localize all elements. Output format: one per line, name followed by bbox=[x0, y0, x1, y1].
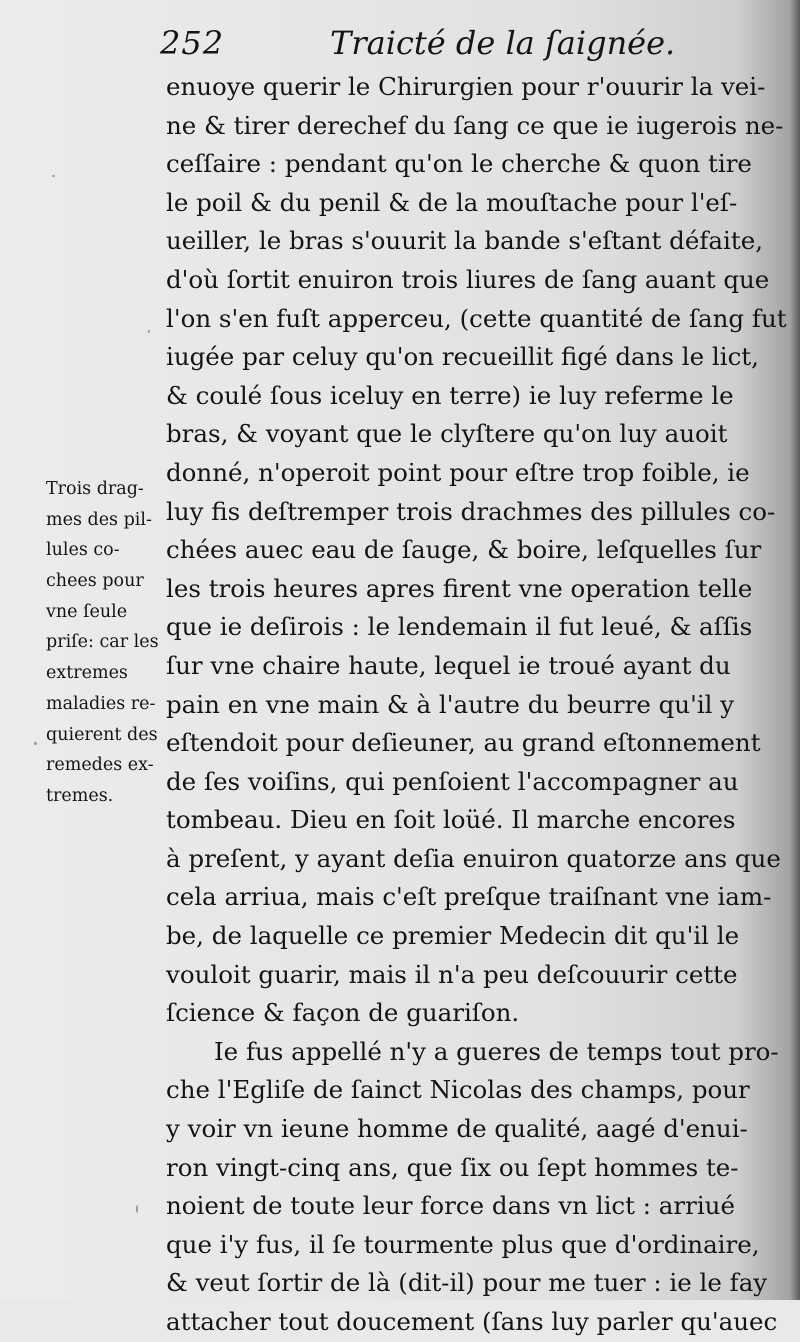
margin-note-line: lules co- bbox=[46, 540, 120, 561]
text-line: ſur vne chaire haute, lequel ie troué ayant du bbox=[166, 650, 731, 680]
ink-speck bbox=[136, 1205, 138, 1213]
text-line: iugée par celuy qu'on recueillit figé dans le lict, bbox=[166, 342, 759, 372]
page-header bbox=[160, 18, 760, 62]
text-line: eſtendoit pour deſieuner, au grand eſtonnement bbox=[166, 728, 761, 758]
text-line: chées auec eau de ſauge, & boire, leſquelles ſur bbox=[166, 535, 762, 565]
text-line: de ſes voiſins, qui penſoient l'accompagner au bbox=[166, 766, 739, 796]
text-line: donné, n'operoit point pour eſtre trop foible, ie bbox=[166, 457, 750, 487]
text-line: be, de laquelle ce premier Medecin dit qu'il le bbox=[166, 921, 740, 951]
text-line: enuoye querir le Chirurgien pour r'ouurir la vei- bbox=[166, 72, 766, 101]
margin-note-line: mes des pil- bbox=[46, 509, 152, 530]
margin-note-line: priſe: car les bbox=[46, 632, 159, 653]
text-line: che l'Egliſe de ſainct Nicolas des champs, pour bbox=[166, 1075, 750, 1105]
text-line: le poil & du penil & de la mouſtache pour l'eſ- bbox=[166, 187, 738, 217]
text-line: les trois heures apres firent vne operation telle bbox=[166, 573, 753, 603]
text-line: tombeau. Dieu en ſoit loüé. Il marche encores bbox=[166, 805, 736, 835]
text-line: & veut ſortir de là (dit-il) pour me tuer : ie le fay bbox=[166, 1268, 768, 1298]
show-through-left bbox=[44, 935, 164, 995]
margin-note-line: vne ſeule bbox=[46, 601, 128, 622]
margin-note-line: chees pour bbox=[46, 571, 144, 592]
running-title: Traicté de la ſaignée. bbox=[330, 24, 676, 62]
margin-note-line: maladies re- bbox=[46, 693, 156, 714]
ink-speck bbox=[52, 175, 55, 177]
margin-note-line: tremes. bbox=[46, 785, 114, 806]
text-line: que i'y fus, il ſe tourmente plus que d'ordinaire, bbox=[166, 1229, 760, 1259]
text-line: & coulé ſous iceluy en terre) ie luy referme le bbox=[166, 380, 734, 410]
ink-speck bbox=[34, 742, 37, 745]
text-line: ne & tirer derechef du ſang ce que ie iugerois ne- bbox=[166, 110, 784, 140]
text-line: noient de toute leur force dans vn lict : arriué bbox=[166, 1191, 735, 1221]
show-through-right bbox=[590, 935, 760, 995]
text-line: que ie deſirois : le lendemain il fut leué, & aſſis bbox=[166, 612, 753, 642]
margin-note-line: Trois drag- bbox=[46, 479, 144, 499]
text-line: ſcience & façon de guariſon. bbox=[166, 998, 520, 1028]
margin-note bbox=[46, 474, 176, 812]
text-line: ueiller, le bras s'ouurit la bande s'eſtant défaite, bbox=[166, 226, 763, 256]
page-number: 252 bbox=[160, 24, 225, 62]
text-line: à preſent, y ayant deſia enuiron quatorze ans que bbox=[166, 843, 781, 873]
page-edge-shadow bbox=[790, 0, 800, 1300]
text-line: cela arriua, mais c'eſt preſque traiſnant vne iam- bbox=[166, 882, 772, 912]
paragraph-start-line: Ie fus appellé n'y a gueres de temps tout pro- bbox=[214, 1036, 779, 1066]
margin-note-line: quierent des bbox=[46, 724, 158, 745]
text-line: pain en vne main & à l'autre du beurre qu'il y bbox=[166, 689, 735, 719]
text-line: bras, & voyant que le clyſtere qu'on luy auoit bbox=[166, 419, 728, 449]
text-line: d'où ſortit enuiron trois liures de ſang auant que bbox=[166, 264, 770, 294]
text-line: attacher tout doucement (ſans luy parler qu'auec bbox=[166, 1307, 778, 1336]
text-line: ron vingt-cinq ans, que ſix ou ſept hommes te- bbox=[166, 1152, 739, 1182]
main-text-block bbox=[166, 68, 787, 1342]
text-line: vouloit guarir, mais il n'a peu deſcouurir cette bbox=[166, 959, 738, 989]
margin-note-line: extremes bbox=[46, 663, 128, 684]
text-line: l'on s'en fuſt apperceu, (cette quantité de ſang fut bbox=[166, 303, 787, 333]
text-line: luy fis deſtremper trois drachmes des pillules co- bbox=[166, 496, 776, 526]
text-line: ceſſaire : pendant qu'on le cherche & quon tire bbox=[166, 149, 752, 179]
text-line: y voir vn ieune homme de qualité, aagé d'enui- bbox=[166, 1114, 748, 1144]
ink-speck bbox=[148, 330, 150, 333]
margin-note-line: remedes ex- bbox=[46, 755, 154, 776]
